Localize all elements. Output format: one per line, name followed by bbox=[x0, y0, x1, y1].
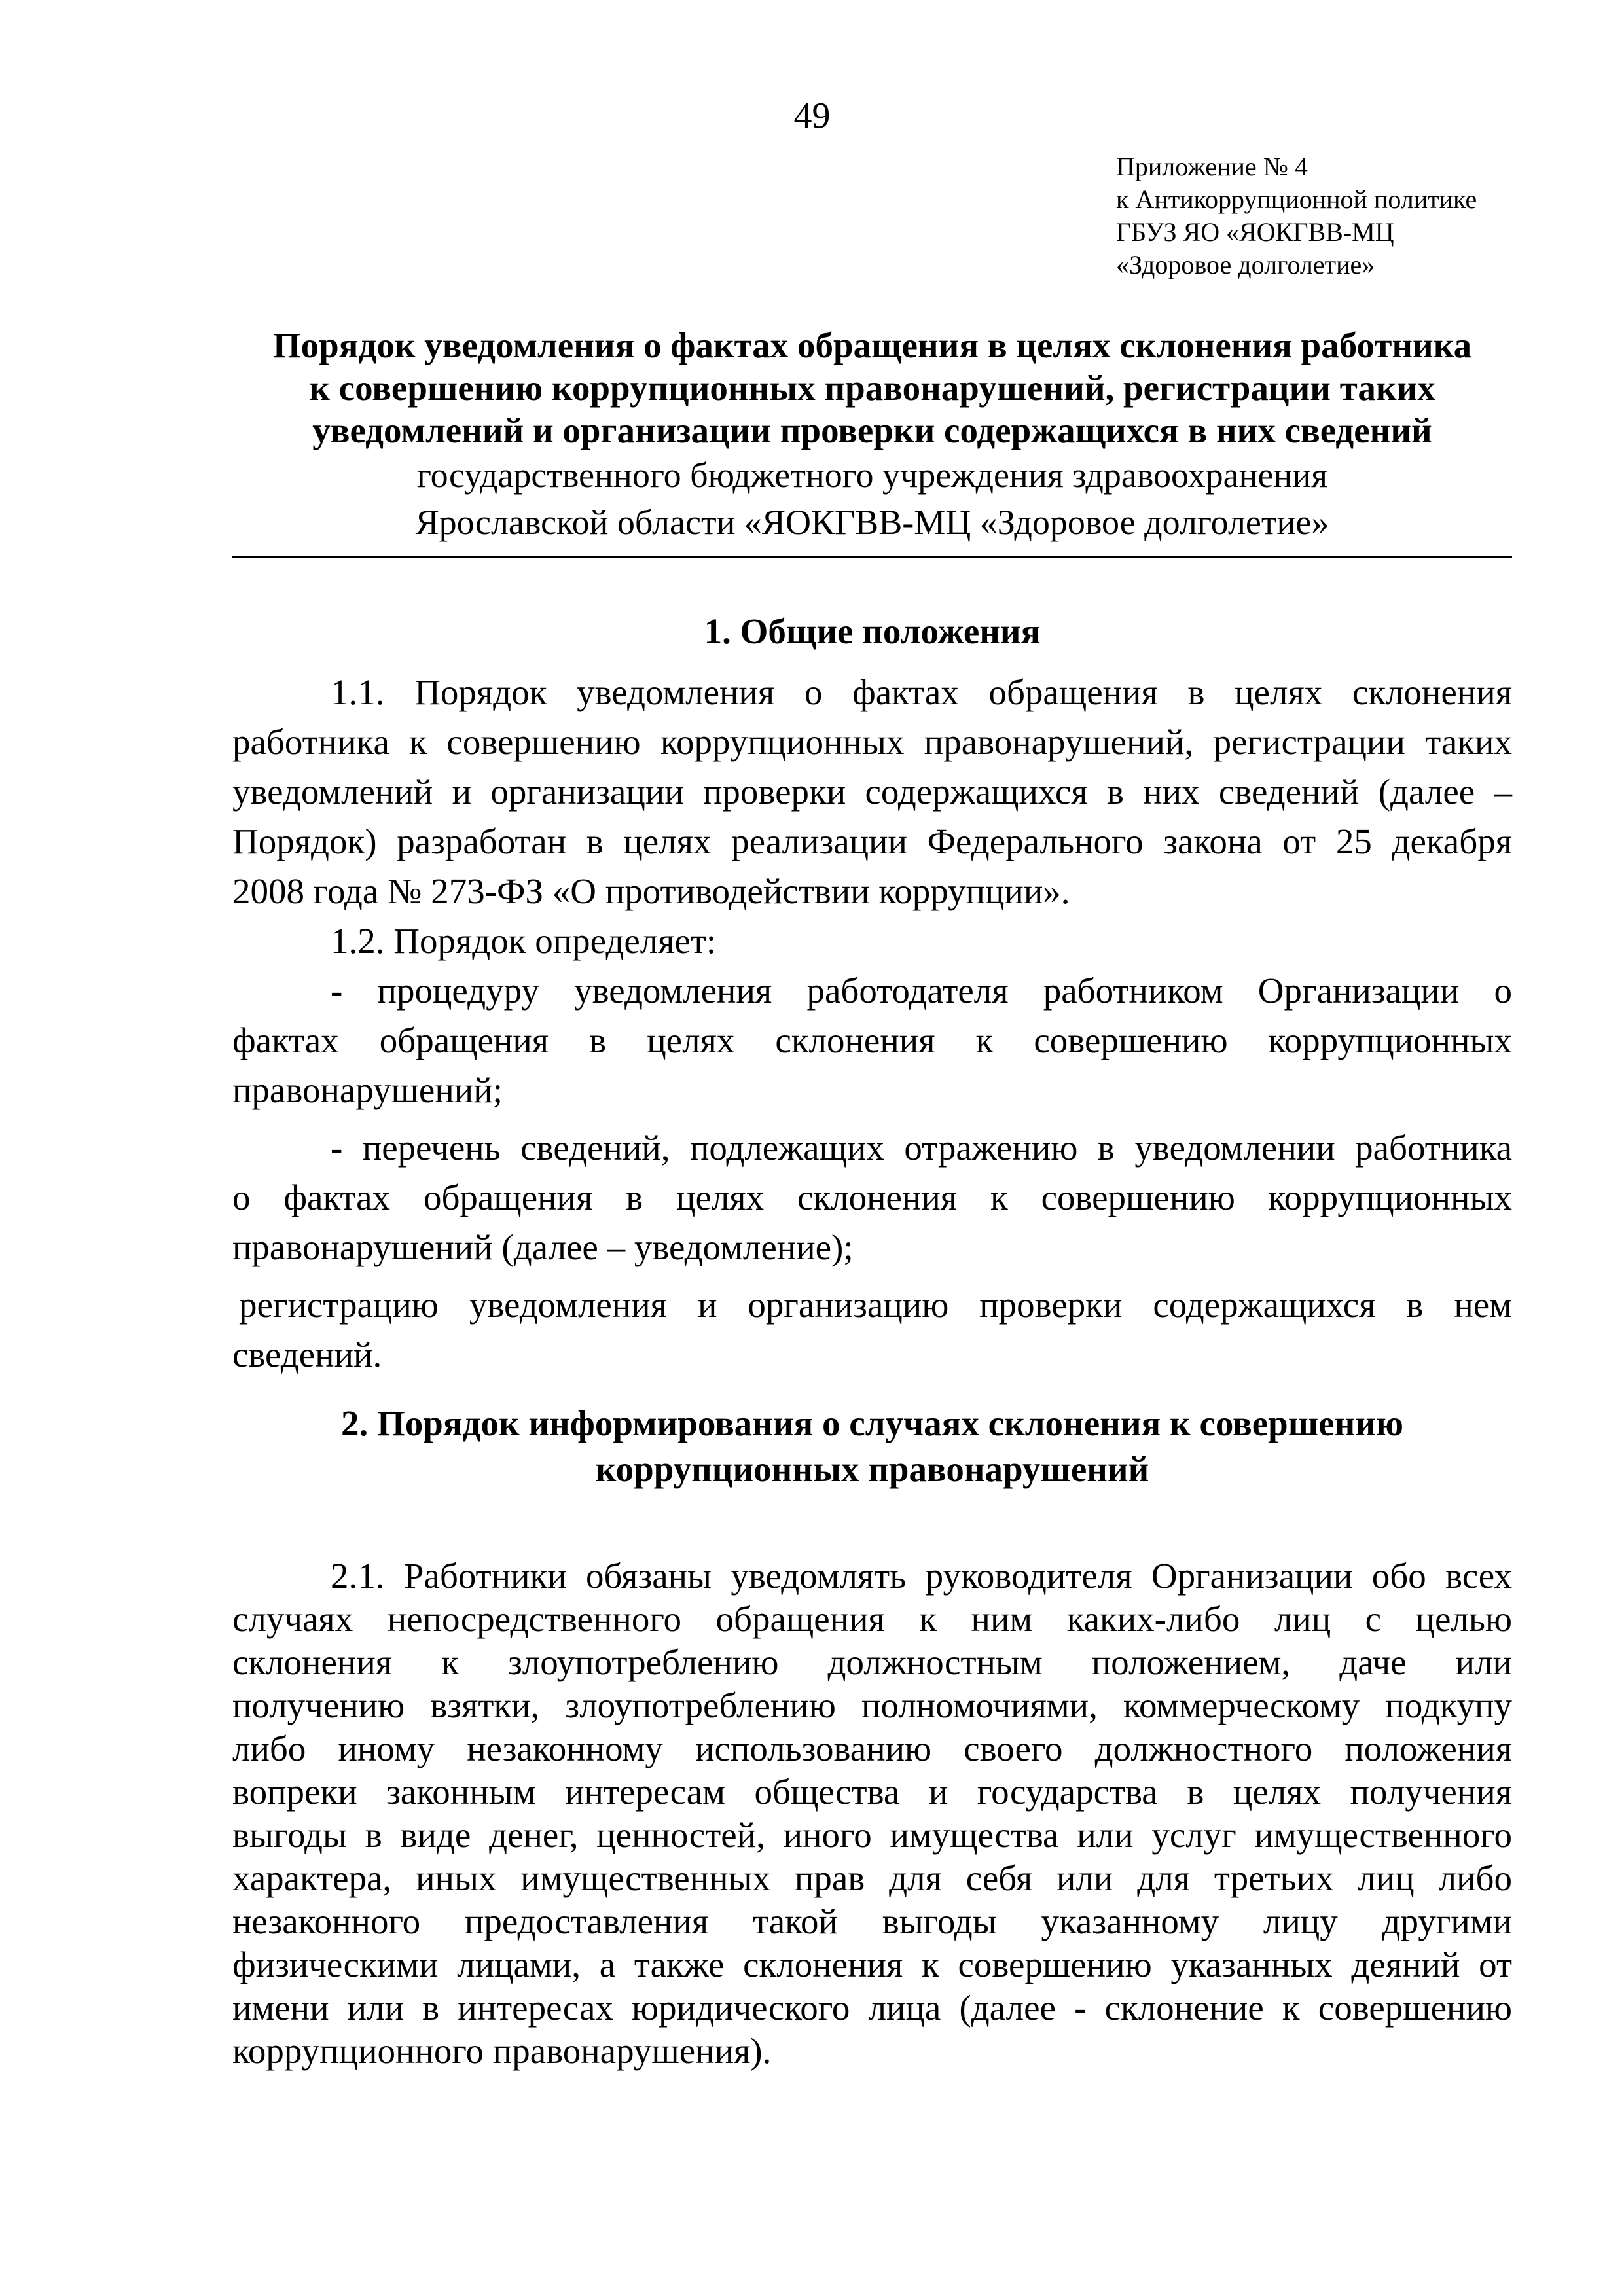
title-line: к совершению коррупционных правонарушений, регистрации таких bbox=[309, 368, 1435, 408]
list-item-line: регистрацию уведомления и организацию проверки содержащихся в нем bbox=[239, 1285, 1512, 1325]
title-underline bbox=[232, 556, 1512, 558]
appendix-note bbox=[1116, 151, 1477, 281]
title-line: Порядок уведомления о фактах обращения в целях склонения работника bbox=[272, 325, 1472, 365]
title-line: Ярославской области «ЯОКГВВ-МЦ «Здоровое долголетие» bbox=[415, 503, 1329, 542]
appendix-line: к Антикоррупционной политике bbox=[1116, 185, 1477, 214]
appendix-line: Приложение № 4 bbox=[1116, 152, 1308, 181]
paragraph-line: незаконного предоставления такой выгоды указанному лицу другими bbox=[232, 1901, 1512, 1941]
list-item-line: правонарушений (далее – уведомление); bbox=[232, 1227, 854, 1267]
section-heading-line: коррупционных правонарушений bbox=[595, 1449, 1149, 1489]
paragraph-line: случаях непосредственного обращения к ним каких-либо лиц с целью bbox=[232, 1599, 1512, 1639]
document-title bbox=[232, 324, 1512, 546]
paragraph-line: характера, иных имущественных прав для себя или для третьих лиц либо bbox=[232, 1858, 1512, 1898]
section-2-heading bbox=[232, 1401, 1512, 1492]
title-line: уведомлений и организации проверки содержащихся в них сведений bbox=[312, 410, 1432, 450]
paragraph-line: либо иному незаконному использованию своего должностного положения bbox=[232, 1729, 1512, 1768]
page-number: 49 bbox=[793, 96, 831, 136]
section-heading-line: 2. Порядок информирования о случаях склонения к совершению bbox=[341, 1403, 1403, 1443]
paragraph-line: физическими лицами, а также склонения к совершению указанных деяний от bbox=[232, 1945, 1512, 1984]
list-item-line: - перечень сведений, подлежащих отражению в уведомлении работника bbox=[331, 1128, 1512, 1168]
section-2-body bbox=[232, 1554, 1512, 2073]
paragraph-line: коррупционного правонарушения). bbox=[232, 2031, 772, 2071]
appendix-line: ГБУЗ ЯО «ЯОКГВВ-МЦ bbox=[1116, 217, 1394, 247]
paragraph-line: получению взятки, злоупотреблению полномочиями, коммерческому подкупу bbox=[232, 1685, 1512, 1725]
paragraph-line: работника к совершению коррупционных правонарушений, регистрации таких bbox=[232, 722, 1512, 762]
list-item-line: фактах обращения в целях склонения к совершению коррупционных bbox=[232, 1020, 1512, 1060]
title-regular-part bbox=[232, 452, 1512, 546]
paragraph-line: 2.1. Работники обязаны уведомлять руководителя Организации обо всех bbox=[331, 1556, 1512, 1596]
section-heading-line: 1. Общие положения bbox=[704, 611, 1041, 651]
title-bold-part bbox=[232, 324, 1512, 452]
paragraph-line: 1.2. Порядок определяет: bbox=[331, 921, 717, 961]
list-item-line: сведений. bbox=[232, 1335, 382, 1374]
paragraph-line: 1.1. Порядок уведомления о фактах обращения в целях склонения bbox=[331, 672, 1512, 712]
paragraph-line: вопреки законным интересам общества и государства в целях получения bbox=[232, 1772, 1512, 1812]
list-item-line: о фактах обращения в целях склонения к совершению коррупционных bbox=[232, 1177, 1512, 1217]
appendix-line: «Здоровое долголетие» bbox=[1116, 250, 1375, 279]
list-item-line: - процедуру уведомления работодателя работником Организации о bbox=[331, 971, 1512, 1011]
paragraph-line: имени или в интересах юридического лица (далее - склонение к совершению bbox=[232, 1988, 1512, 2028]
paragraph-line: уведомлений и организации проверки содержащихся в них сведений (далее – bbox=[232, 772, 1512, 812]
paragraph-line: Порядок) разработан в целях реализации Федерального закона от 25 декабря bbox=[232, 821, 1512, 861]
paragraph-line: 2008 года № 273-ФЗ «О противодействии коррупции». bbox=[232, 871, 1070, 911]
section-1-body bbox=[232, 668, 1512, 1380]
paragraph-line: выгоды в виде денег, ценностей, иного имущества или услуг имущественного bbox=[232, 1815, 1512, 1855]
list-item-line: правонарушений; bbox=[232, 1070, 503, 1110]
title-line: государственного бюджетного учреждения здравоохранения bbox=[416, 456, 1328, 495]
section-1-heading bbox=[232, 609, 1512, 655]
paragraph-line: склонения к злоупотреблению должностным положением, даче или bbox=[232, 1642, 1512, 1682]
